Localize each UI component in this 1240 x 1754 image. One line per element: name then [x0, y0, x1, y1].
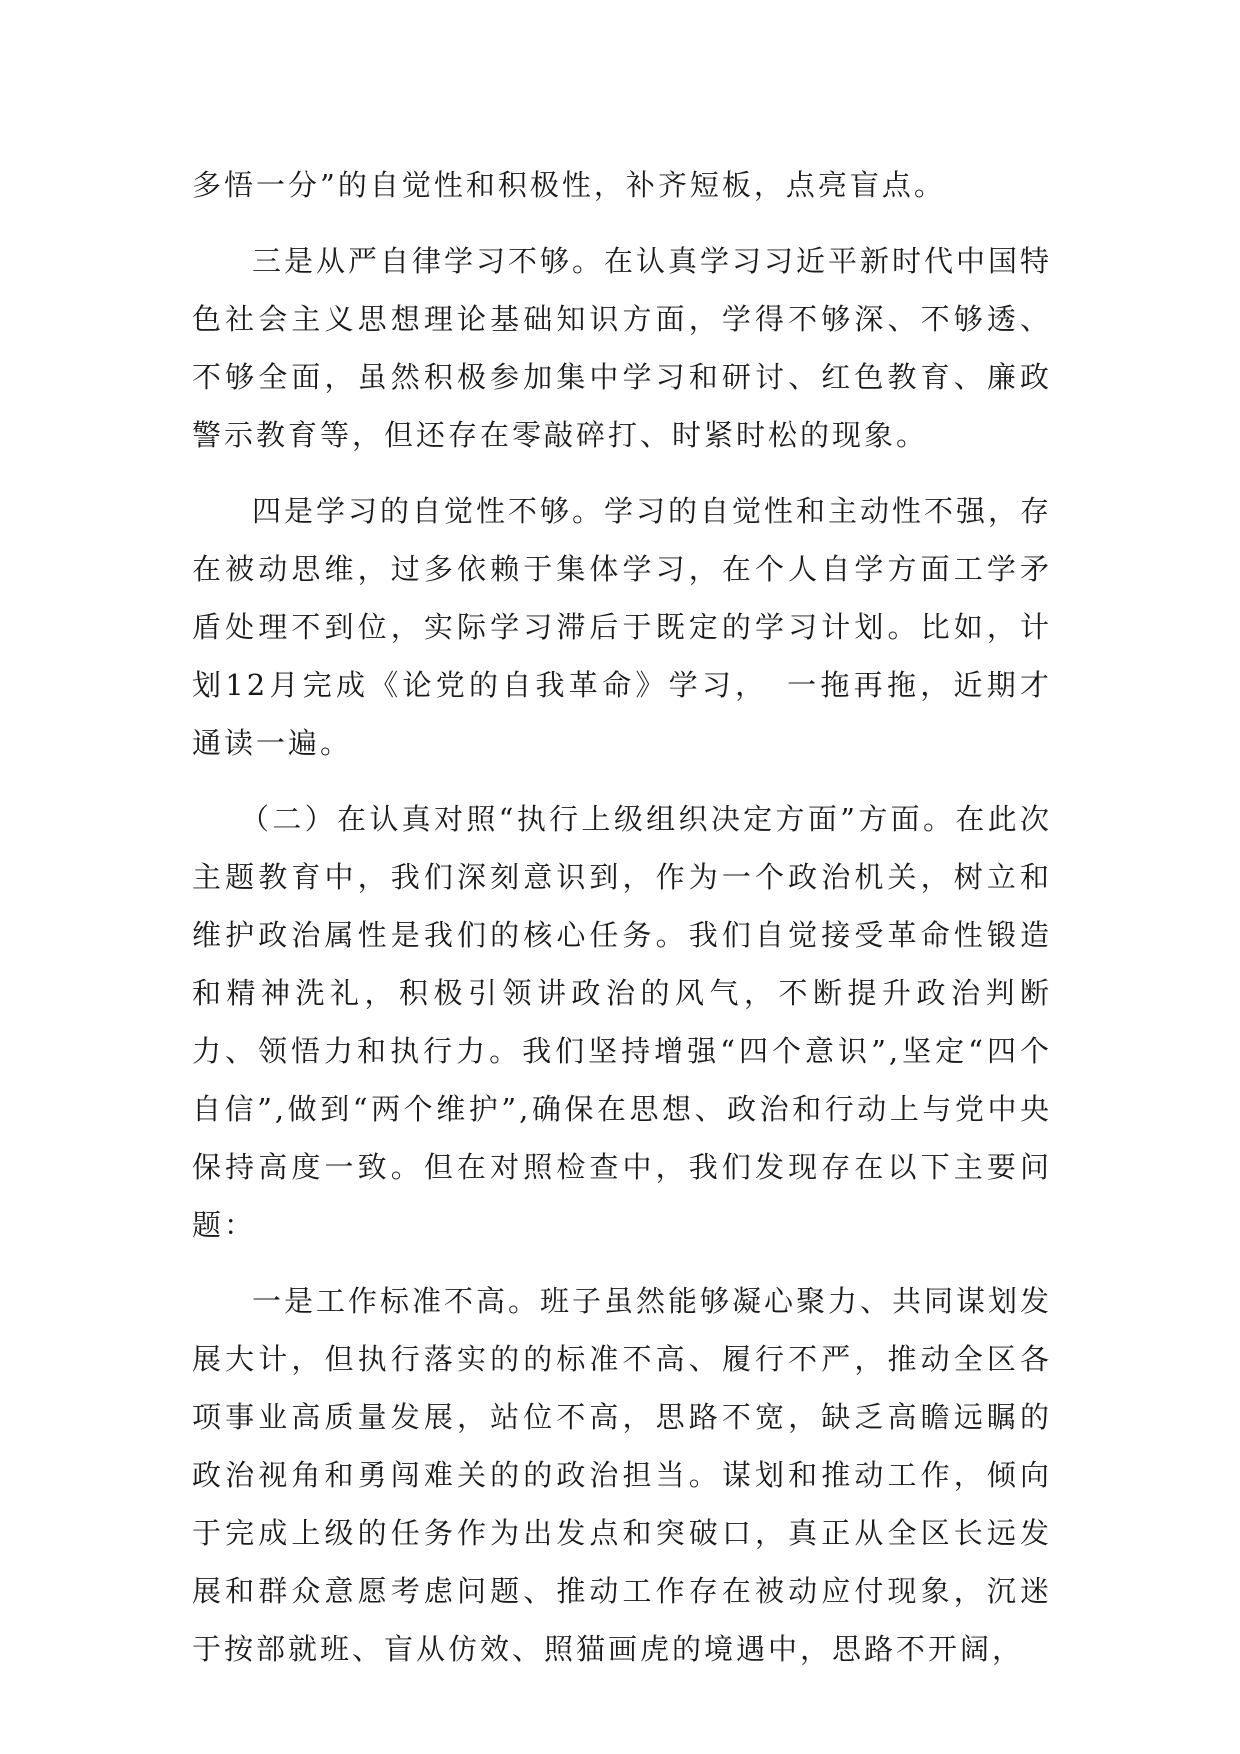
paragraph-strict-self-discipline: 三是从严自律学习不够。在认真学习习近平新时代中国特色社会主义思想理论基础知识方面，学得不够深、不够透、不够全面，虽然积极参加集中学习和研讨、红色教育、廉政警示教育等，但还存在零敲碎打、时紧时松的现象。: [192, 244, 1053, 452]
paragraph-section-two-heading: （二）在认真对照“执行上级组织决定方面”方面。在此次主题教育中，我们深刻意识到，作为一个政治机关，树立和维护政治属性是我们的核心任务。我们自觉接受革命性锻造和精神洗礼，积极引领讲政治的风气，不断提升政治判断力、领悟力和执行力。我们坚持增强“四个意识”,坚定“四个自信”,做到“两个维护”,确保在思想、政治和行动上与党中央保持高度一致。但在对照检查中，我们发现存在以下主要问题：: [192, 802, 1052, 1242]
document-body: [192, 156, 1052, 1696]
paragraph-work-standard: 一是工作标准不高。班子虽然能够凝心聚力、共同谋划发展大计，但执行落实的的标准不高、履行不严，推动全区各项事业高质量发展，站位不高，思路不宽，缺乏高瞻远瞩的政治视角和勇闯难关的的政治担当。谋划和推动工作，倾向于完成上级的任务作为出发点和突破口，真正从全区长远发展和群众意愿考虑问题、推动工作存在被动应付现象，沉迷于按部就班、盲从仿效、照猫画虎的境遇中，思路不开阔，: [192, 1284, 1053, 1666]
paragraph-study-consciousness: 四是学习的自觉性不够。学习的自觉性和主动性不强，存在被动思维，过多依赖于集体学习，在个人自学方面工学矛盾处理不到位，实际学习滞后于既定的学习计划。比如，计划12月完成《论党的自我革命》学习， 一拖再拖，近期才通读一遍。: [192, 494, 1053, 760]
paragraph-continuation: 多悟一分”的自觉性和积极性，补齐短板，点亮盲点。: [192, 168, 946, 202]
